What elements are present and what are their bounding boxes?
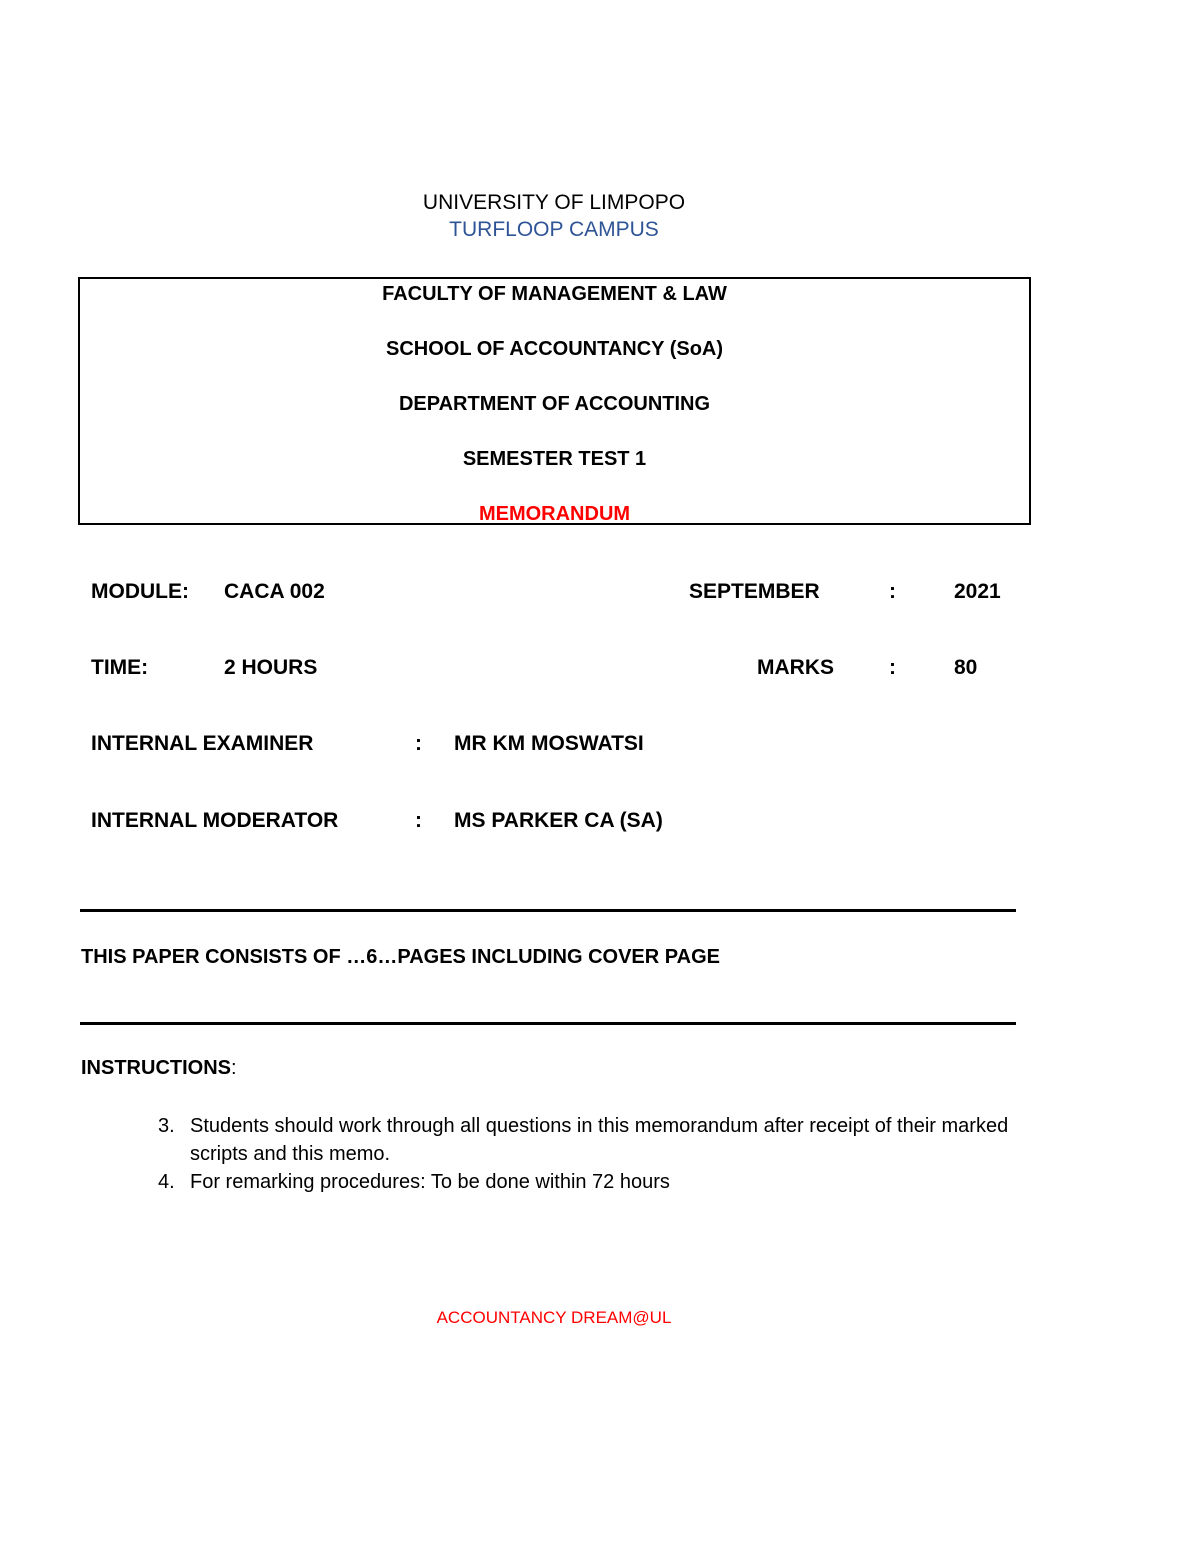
memorandum-label: MEMORANDUM (478, 503, 631, 525)
time-value: 2 HOURS (224, 656, 318, 679)
month-colon: : (889, 580, 896, 603)
moderator-colon: : (415, 809, 422, 832)
department-name: DEPARTMENT OF ACCOUNTING (398, 393, 711, 415)
instructions-heading-text: INSTRUCTIONS (81, 1057, 231, 1079)
instructions-heading (81, 1057, 237, 1080)
examiner-value: MR KM MOSWATSI (454, 732, 644, 755)
bottom-divider (80, 1022, 1016, 1025)
instructions-heading-colon: : (231, 1057, 237, 1079)
moderator-value: MS PARKER CA (SA) (454, 809, 663, 832)
module-value: CACA 002 (224, 580, 325, 603)
time-label: TIME: (91, 656, 149, 679)
footer-text: ACCOUNTANCY DREAM@UL (436, 1308, 672, 1327)
top-divider (80, 909, 1016, 912)
instruction-item (158, 1112, 1038, 1168)
instruction-number: 4. (158, 1171, 175, 1193)
year-value: 2021 (954, 580, 1001, 603)
campus-name: TURFLOOP CAMPUS (449, 218, 659, 241)
university-name: UNIVERSITY OF LIMPOPO (422, 191, 686, 214)
marks-value: 80 (954, 656, 978, 679)
pages-statement: THIS PAPER CONSISTS OF …6…PAGES INCLUDING COVER PAGE (81, 946, 720, 968)
instruction-text: For remarking procedures: To be done within 72 hours (190, 1171, 670, 1193)
school-name: SCHOOL OF ACCOUNTANCY (SoA) (385, 338, 724, 360)
month-label: SEPTEMBER (689, 580, 820, 603)
faculty-name: FACULTY OF MANAGEMENT & LAW (382, 283, 727, 305)
instruction-item (158, 1168, 1038, 1196)
instruction-text: Students should work through all questions in this memorandum after receipt of their marked scripts and this memo. (190, 1115, 1009, 1165)
examiner-label: INTERNAL EXAMINER (91, 732, 314, 755)
instruction-number: 3. (158, 1115, 175, 1137)
faculty-box (78, 277, 1031, 525)
test-name: SEMESTER TEST 1 (462, 448, 647, 470)
module-label: MODULE: (91, 580, 189, 603)
marks-label: MARKS (757, 656, 834, 679)
moderator-label: INTERNAL MODERATOR (91, 809, 339, 832)
examiner-colon: : (415, 732, 422, 755)
marks-colon: : (889, 656, 896, 679)
